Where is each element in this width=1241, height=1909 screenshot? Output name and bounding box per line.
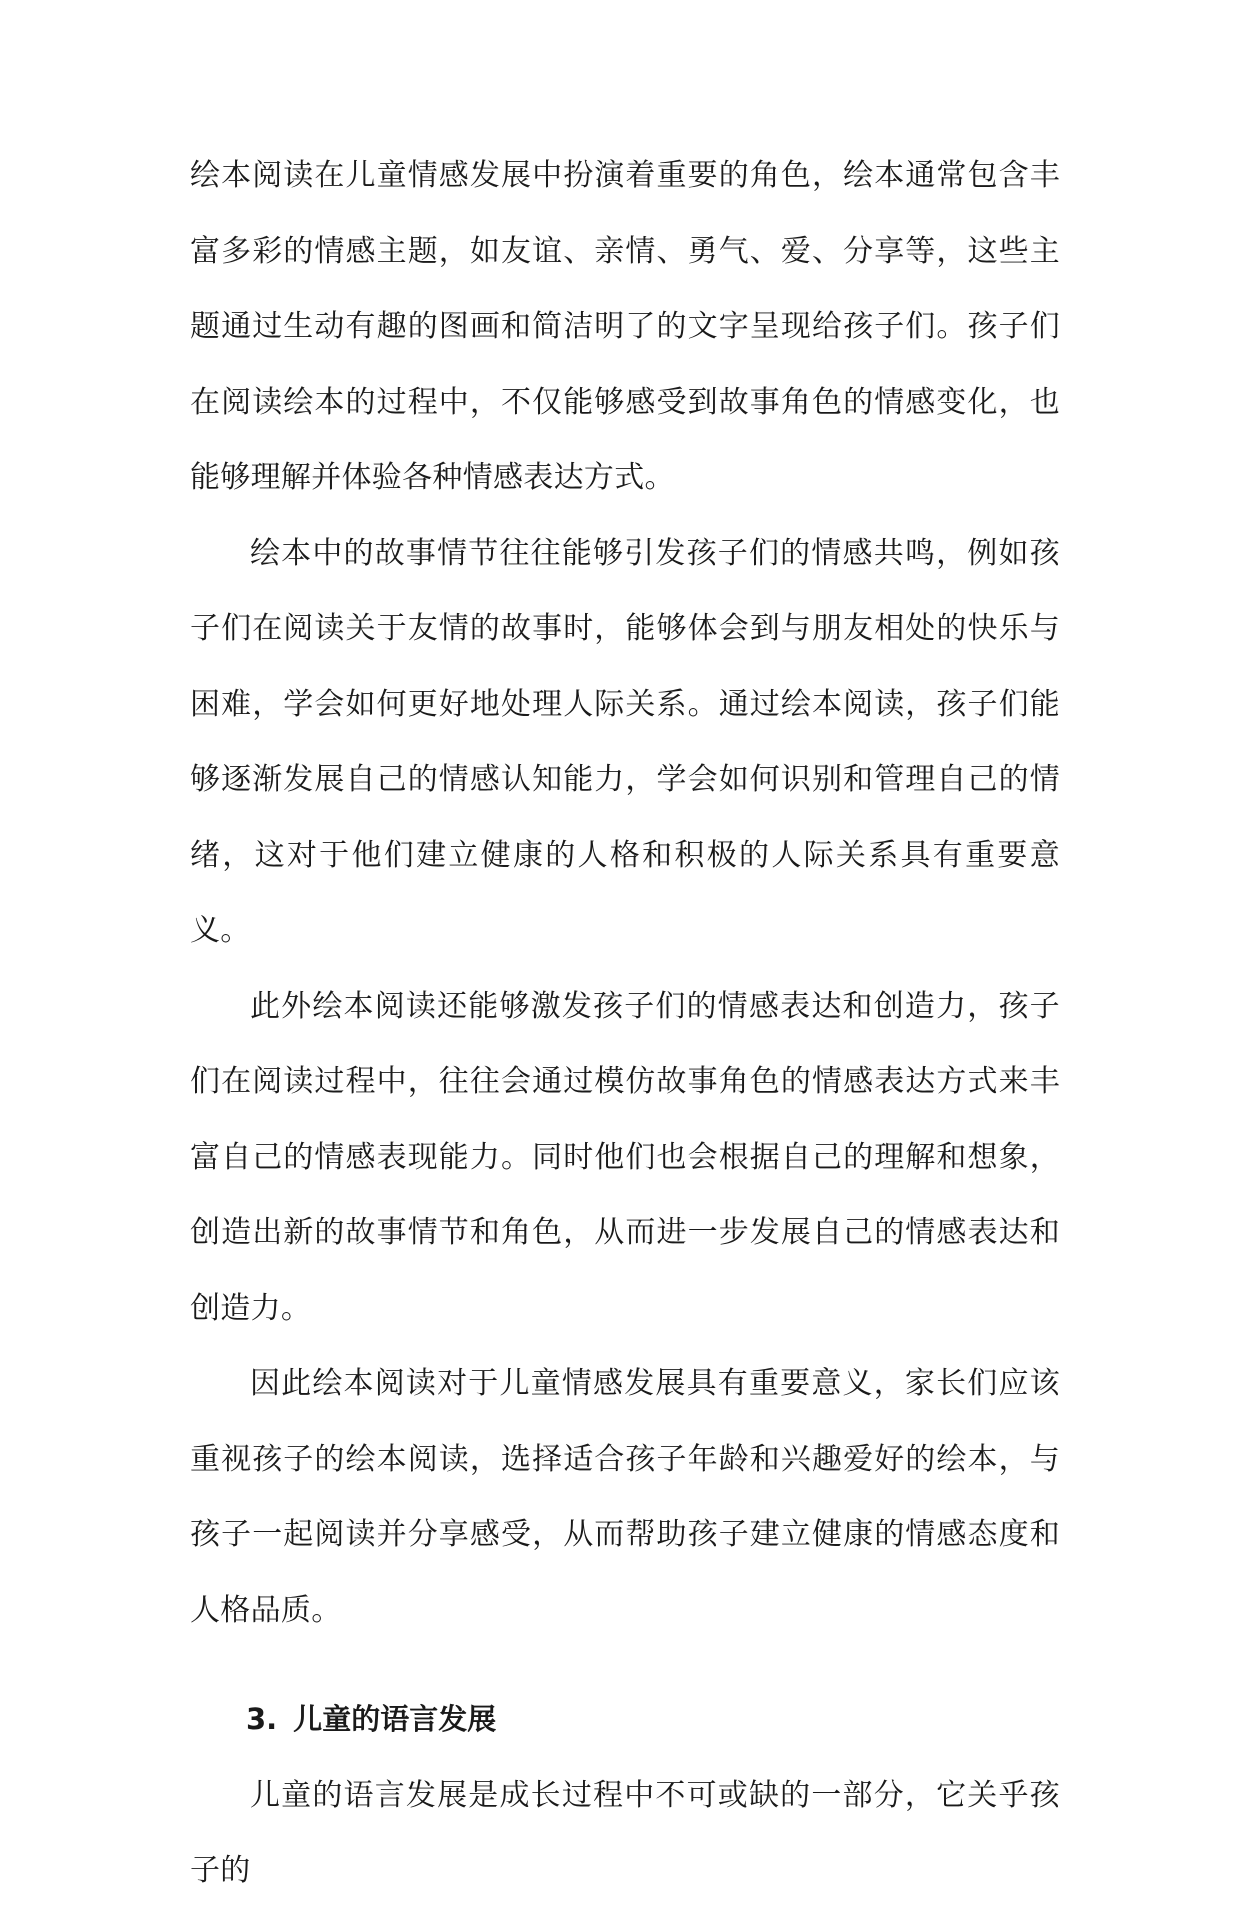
paragraph-language-development: 儿童的语言发展是成长过程中不可或缺的一部分，它关乎孩子的 (190, 1777, 1060, 1888)
paragraph-expression-creativity: 此外绘本阅读还能够激发孩子们的情感表达和创造力，孩子们在阅读过程中，往往会通过模仿故事角色的情感表达方式来丰富自己的情感表现能力。同时他们也会根据自己的理解和想象，创造出新的故事情节和角色，从而进一步发展自己的情感表达和创造力。 (190, 988, 1060, 1326)
section-title: 儿童的语言发展 (293, 1702, 497, 1736)
paragraph-emotional-resonance: 绘本中的故事情节往往能够引发孩子们的情感共鸣，例如孩子们在阅读关于友情的故事时，能够体会到与朋友相处的快乐与困难，学会如何更好地处理人际关系。通过绘本阅读，孩子们能够逐渐发展自己的情感认知能力，学会如何识别和管理自己的情绪，这对于他们建立健康的人格和积极的人际关系具有重要意义。 (190, 535, 1060, 948)
paragraph-picture-book-emotional-themes: 绘本阅读在儿童情感发展中扮演着重要的角色，绘本通常包含丰富多彩的情感主题，如友谊、亲情、勇气、爱、分享等，这些主题通过生动有趣的图画和简洁明了的文字呈现给孩子们。孩子们在阅读绘本的过程中，不仅能够感受到故事角色的情感变化，也能够理解并体验各种情感表达方式。 (190, 158, 1060, 495)
paragraph-conclusion: 因此绘本阅读对于儿童情感发展具有重要意义，家长们应该重视孩子的绘本阅读，选择适合孩子年龄和兴趣爱好的绘本，与孩子一起阅读并分享感受，从而帮助孩子建立健康的情感态度和人格品质。 (190, 1366, 1060, 1628)
section-number: 3. (246, 1702, 278, 1736)
section-heading (190, 1682, 1060, 1758)
page-body (190, 138, 1060, 1909)
